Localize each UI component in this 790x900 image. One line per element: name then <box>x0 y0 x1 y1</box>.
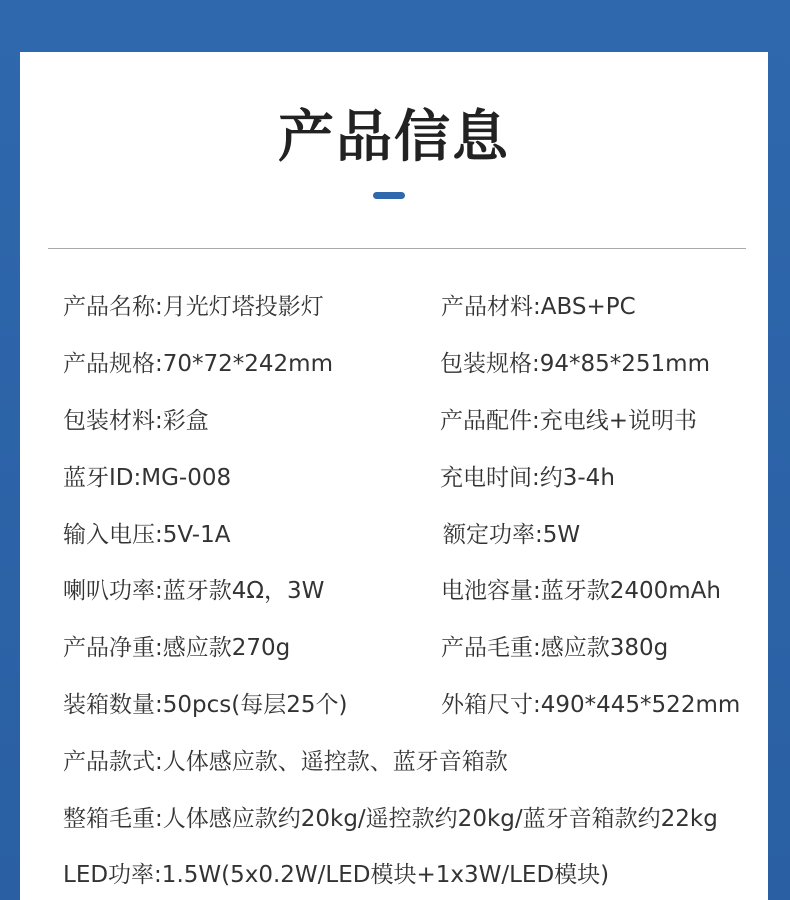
spec-row <box>63 518 753 552</box>
spec-product-styles: 产品款式:人体感应款、遥控款、蓝牙音箱款 <box>63 749 508 775</box>
spec-row <box>63 631 753 665</box>
spec-rated-power: 额定功率:5W <box>443 522 581 548</box>
spec-row-full <box>63 745 753 779</box>
spec-product-size: 产品规格:70*72*242mm <box>63 351 333 377</box>
spec-row <box>63 574 753 608</box>
spec-row <box>63 461 753 495</box>
spec-net-weight: 产品净重:感应款270g <box>63 635 291 661</box>
spec-battery-capacity: 电池容量:蓝牙款2400mAh <box>441 578 721 604</box>
spec-row <box>63 347 753 381</box>
spec-carton-gross-weight: 整箱毛重:人体感应款约20kg/遥控款约20kg/蓝牙音箱款约22kg <box>63 806 718 832</box>
spec-product-name: 产品名称:月光灯塔投影灯 <box>63 294 324 320</box>
spec-carton-quantity: 装箱数量:50pcs(每层25个) <box>63 692 348 718</box>
spec-gross-weight: 产品毛重:感应款380g <box>441 635 669 661</box>
spec-bluetooth-id: 蓝牙ID:MG-008 <box>63 465 232 491</box>
page-title: 产品信息 <box>278 105 510 170</box>
spec-package-material: 包装材料:彩盒 <box>63 408 209 434</box>
spec-row <box>63 404 753 438</box>
spec-row-full <box>63 858 753 892</box>
spec-accessories: 产品配件:充电线+说明书 <box>440 408 698 434</box>
spec-package-size: 包装规格:94*85*251mm <box>440 351 710 377</box>
spec-charging-time: 充电时间:约3-4h <box>440 465 615 491</box>
spec-speaker-power: 喇叭功率:蓝牙款4Ω，3W <box>63 578 325 604</box>
spec-carton-size: 外箱尺寸:490*445*522mm <box>441 692 741 718</box>
spec-row <box>63 290 753 324</box>
divider <box>48 248 746 249</box>
title-accent-bar <box>373 192 405 199</box>
spec-input-voltage: 输入电压:5V-1A <box>63 522 231 548</box>
spec-product-material: 产品材料:ABS+PC <box>441 294 636 320</box>
spec-row <box>63 688 753 722</box>
spec-led-power: LED功率:1.5W(5x0.2W/LED模块+1x3W/LED模块) <box>63 862 610 888</box>
product-info-card <box>20 52 768 900</box>
spec-row-full <box>63 802 753 836</box>
